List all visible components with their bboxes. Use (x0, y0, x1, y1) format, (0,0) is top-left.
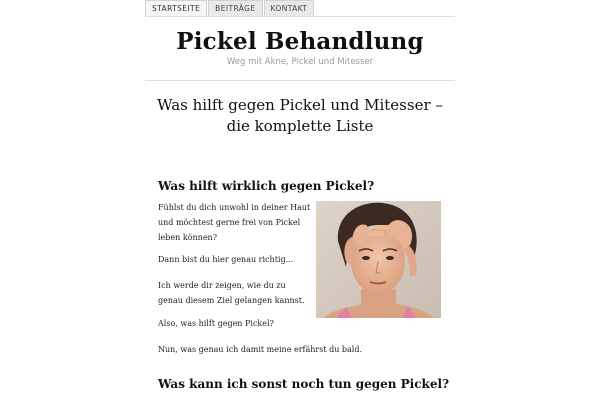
header-divider (145, 80, 455, 81)
paragraph-4: Also, was hilft gegen Pickel? (158, 319, 274, 328)
article-photo-woman-with-pimple (316, 201, 441, 318)
page-content (145, 0, 455, 400)
top-navigation (145, 0, 455, 17)
paragraph-1: Fühlst du dich unwohl in deiner Haut und möchtest gerne frei von Pickel leben können? (158, 203, 311, 242)
paragraph-2: Dann bist du hier genau richtig... (158, 255, 294, 264)
nav-tab-kontakt[interactable]: KONTAKT (264, 0, 315, 16)
nav-tab-startseite[interactable]: STARTSEITE (145, 0, 207, 16)
site-tagline: Weg mit Akne, Pickel und Mitesser (226, 57, 374, 67)
paragraph-3: Ich werde dir zeigen, wie du zu genau diesem Ziel gelangen kannst. (158, 281, 305, 305)
site-title[interactable]: Pickel Behandlung (176, 28, 424, 55)
section-heading-1: Was hilft wirklich gegen Pickel? (158, 179, 375, 193)
post-title: Was hilft gegen Pickel und Mitesser – die komplette Liste (157, 96, 443, 135)
section-heading-2: Was kann ich sonst noch tun gegen Pickel? (158, 377, 450, 391)
paragraph-5: Nun, was genau ich damit meine erfährst du bald. (158, 345, 363, 354)
nav-tab-beitraege[interactable]: BEITRÄGE (208, 0, 262, 16)
